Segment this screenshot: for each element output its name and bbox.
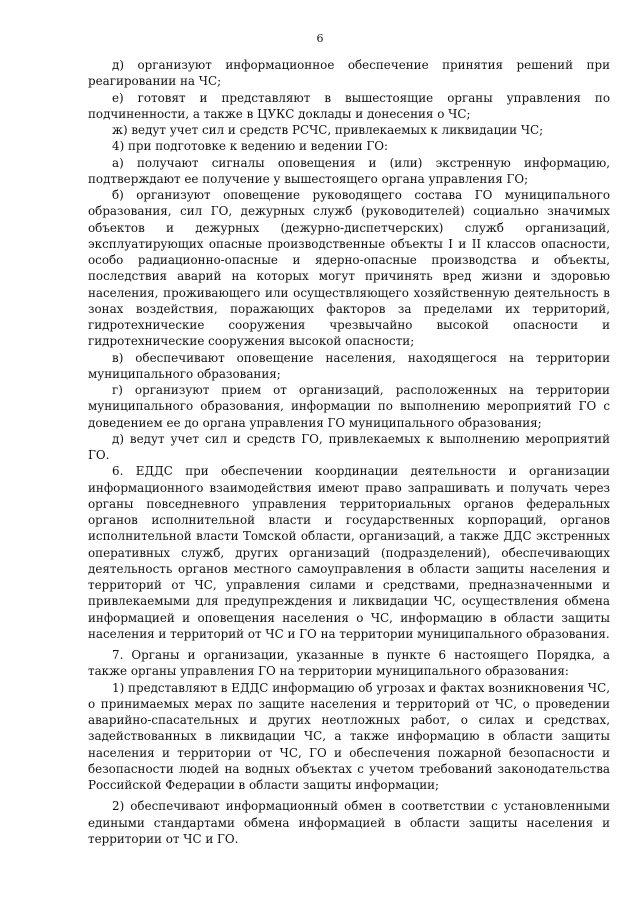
paragraph-2-info-exchange: 2) обеспечивают информационный обмен в соответствии с установленными едиными стандартами обмена информацией в области защиты населения и территории от ЧС и ГО. [88,799,610,846]
page-number: 6 [316,32,324,45]
document-body [88,57,610,847]
paragraph-6-edds-rights: 6. ЕДДС при обеспечении координации деятельности и организации информационного взаимодействия имеют право запрашивать и получать через органы повседневного управления территориальных органов федеральных органов исполнительной власти и государственных корпораций, органов исполнительной власти Томской области, организаций, а также ДДС экстренных оперативных служб, других организаций (подразделений), обеспечивающих деятельность органов местного самоуправления в области защиты населения и территорий от ЧС, управления силами и средствами, предназначенными и привлекаемыми для предупреждения и ликвидации ЧС, осуществления обмена информацией и оповещения населения о ЧС, информацию в области защиты населения и территорий от ЧС и ГО на территории муниципального образования. [88,464,610,641]
paragraph-d-info-support: д) организуют информационное обеспечение принятия решений при реагировании на ЧС; [88,58,610,89]
paragraph-zh-forces-accounting: ж) ведут учет сил и средств РСЧС, привлекаемых к ликвидации ЧС; [112,123,544,137]
paragraph-v-population-alert: в) обеспечивают оповещение населения, находящегося на территории муниципального образования; [88,350,610,381]
paragraph-7-organizations: 7. Органы и организации, указанные в пункте 6 настоящего Порядка, а также органы управления ГО на территории муниципального образования: [88,648,610,679]
paragraph-g-reception: г) организуют прием от организаций, расположенных на территории муниципального образования, информации по выполнению мероприятий ГО с доведением ее до органа управления ГО муниципального образования; [88,383,610,430]
paragraph-4-civil-defense: 4) при подготовке к ведению и ведении ГО: [112,139,388,154]
paragraph-e-reports: е) готовят и представляют в вышестоящие органы управления по подчиненности, а также в ЦУКС доклады и донесения о ЧС; [88,90,610,121]
paragraph-b-notification: б) организуют оповещение руководящего состава ГО муниципального образования, сил ГО, дежурных служб (руководителей) социально значимых объектов и дежурных (дежурно-диспетчерских) служб организаций, эксплуатирующих опасные производственные объекты I и II классов опасности, особо радиационно-опасные и ядерно-опасные производства и объекты, последствия аварий на которых могут причинять вред жизни и здоровью населения, проживающего или осуществляющего хозяйственную деятельность в зонах воздействия, поражающих факторов за пределами их территорий, гидротехнические сооружения чрезвычайно высокой опасности и гидротехнические сооружения высокой опасности; [88,188,610,349]
paragraph-a-signals: а) получают сигналы оповещения и (или) экстренную информацию, подтверждают ее получение у вышестоящего органа управления ГО; [88,155,610,186]
paragraph-1-reporting: 1) представляют в ЕДДС информацию об угрозах и фактах возникновения ЧС, о принимаемых мерах по защите населения и территорий от ЧС, о проведении аварийно-спасательных и других неотложных работ, о силах и средствах, задействованных в ликвидации ЧС, а также информацию в области защиты населения и территории от ЧС, ГО и обеспечения пожарной безопасности и безопасности людей на водных объектах с учетом требований законодательства Российской Федерации в области защиты информации; [88,680,610,792]
paragraph-d-go-forces: д) ведут учет сил и средств ГО, привлекаемых к выполнению мероприятий ГО. [88,431,610,462]
